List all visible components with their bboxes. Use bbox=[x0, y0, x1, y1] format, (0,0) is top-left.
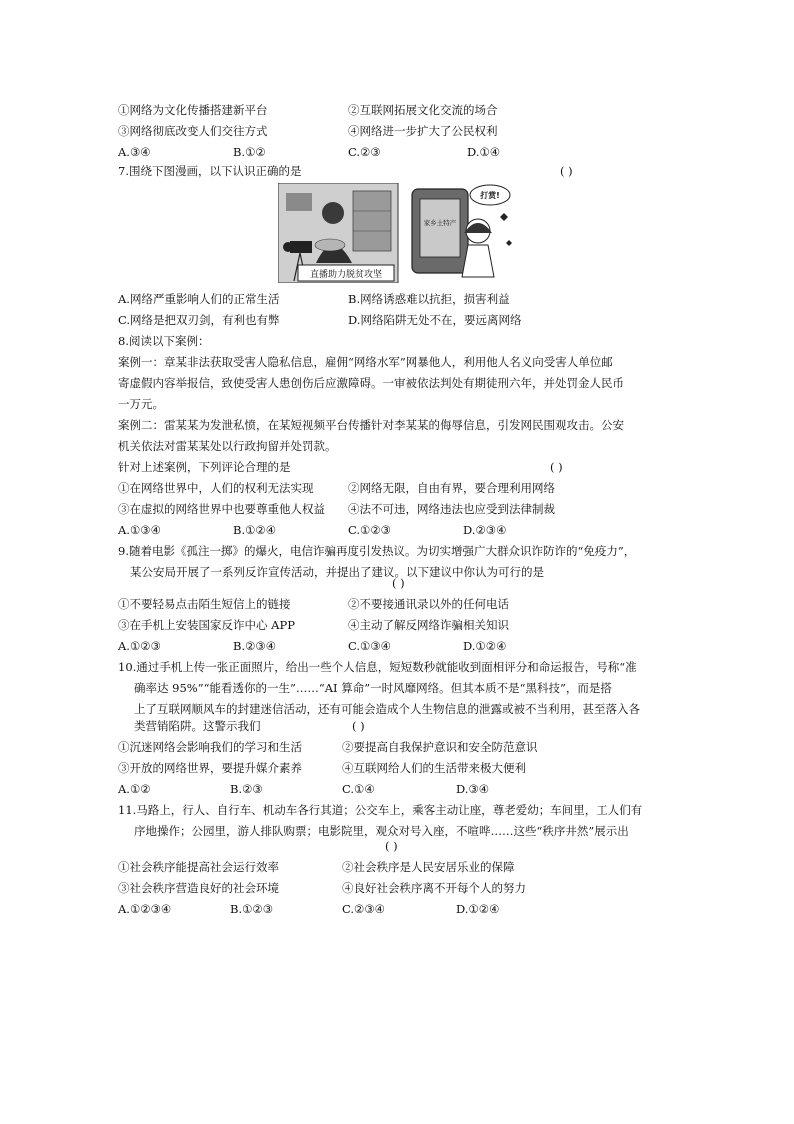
q6-option-3: ③网络彻底改变人们交往方式 bbox=[118, 124, 268, 138]
q8-choice-d: D.②③④ bbox=[463, 523, 507, 537]
q8-choice-a: A.①③④ bbox=[118, 523, 161, 537]
q9-choice-d: D.①②④ bbox=[463, 639, 507, 653]
q8-case2-line1: 案例二：雷某某为发泄私愤，在某短视频平台传播针对李某某的侮辱信息，引发网民围观攻击。公安 bbox=[118, 418, 624, 432]
q6-choice-c: C.②③ bbox=[348, 145, 381, 159]
q9-choice-b: B.②③④ bbox=[233, 639, 277, 653]
q10-stem-line3: 上了互联网顺风车的封建迷信活动，还有可能会造成个人生物信息的泄露或被不当利用，甚至落入各 bbox=[134, 702, 640, 716]
q9-option-4: ④主动了解反网络诈骗相关知识 bbox=[348, 618, 509, 632]
q6-choice-a: A.③④ bbox=[118, 145, 151, 159]
cartoon-box-label: 家乡土特产 bbox=[423, 219, 457, 227]
q10-choice-a: A.①② bbox=[118, 782, 151, 796]
q10-option-3: ③开放的网络世界，要提升媒介素养 bbox=[118, 761, 302, 775]
q6-choice-d: D.①④ bbox=[467, 145, 501, 159]
q8-option-2: ②网络无限，自由有界，要合理利用网络 bbox=[348, 481, 555, 495]
q9-stem-line2: 某公安局开展了一系列反诈宣传活动，并提出了建议。以下建议中你认为可行的是 bbox=[130, 565, 544, 579]
q8-answer-paren: ( ) bbox=[550, 460, 563, 474]
q10-option-4: ④互联网给人们的生活带来极大便利 bbox=[342, 761, 526, 775]
q9-choice-c: C.①③④ bbox=[348, 639, 391, 653]
q8-option-1: ①在网络世界中，人们的权利无法实现 bbox=[118, 481, 314, 495]
q9-stem-line1: 9.随着电影《孤注一掷》的爆火，电信诈骗再度引发热议。为切实增强广大群众识诈防诈的“免疫力”， bbox=[118, 544, 636, 558]
q11-option-3: ③社会秩序营造良好的社会环境 bbox=[118, 881, 279, 895]
q9-option-3: ③在手机上安装国家反诈中心 APP bbox=[118, 618, 295, 632]
q10-stem-line4: 类营销陷阱。这警示我们 bbox=[134, 719, 261, 733]
q11-option-2: ②社会秩序是人民安居乐业的保障 bbox=[342, 860, 515, 874]
q8-stem: 8.阅读以下案例： bbox=[118, 334, 210, 348]
q6-choice-b: B.①② bbox=[233, 145, 266, 159]
q8-choice-c: C.①②③ bbox=[348, 523, 391, 537]
q10-stem-line2: 确率达 95%”“能看透你的一生”……“AI 算命”一时风靡网络。但其本质不是“黑科技”，而是搭 bbox=[134, 681, 612, 695]
q11-option-1: ①社会秩序能提高社会运行效率 bbox=[118, 860, 279, 874]
q9-choice-a: A.①②③ bbox=[118, 639, 161, 653]
q8-choice-b: B.①②④ bbox=[233, 523, 277, 537]
cartoon-speech-bubble: 打赏! bbox=[480, 191, 500, 200]
q10-answer-paren: ( ) bbox=[352, 719, 365, 733]
q9-answer-paren: ( ) bbox=[392, 576, 405, 590]
q8-option-4: ④法不可违，网络违法也应受到法律制裁 bbox=[348, 502, 555, 516]
q11-option-4: ④良好社会秩序离不开每个人的努力 bbox=[342, 881, 526, 895]
q9-option-1: ①不要轻易点击陌生短信上的链接 bbox=[118, 597, 291, 611]
cartoon-caption: 直播助力脱贫攻坚 bbox=[309, 270, 383, 280]
q9-option-2: ②不要接通讯录以外的任何电话 bbox=[348, 597, 509, 611]
q8-case2-line2: 机关依法对雷某某处以行政拘留并处罚款。 bbox=[118, 439, 337, 453]
q11-choice-b: B.①②③ bbox=[230, 902, 274, 916]
q8-case1-line1: 案例一：章某非法获取受害人隐私信息，雇佣“网络水军”网暴他人，利用他人名义向受害人单位邮 bbox=[118, 355, 613, 369]
q11-stem-line1: 11.马路上，行人、自行车、机动车各行其道；公交车上，乘客主动让座，尊老爱幼；车间里，工人们有 bbox=[118, 803, 643, 817]
q11-stem-line2: 序地操作；公园里，游人排队购票；电影院里，观众对号入座，不喧哗……这些“秩序井然”展示出 bbox=[134, 824, 629, 838]
q7-option-d: D.网络陷阱无处不在，要远离网络 bbox=[348, 313, 522, 327]
q6-option-2: ②互联网拓展文化交流的场合 bbox=[348, 103, 498, 117]
q7-option-c: C.网络是把双刃剑，有利也有弊 bbox=[118, 313, 280, 327]
q10-option-2: ②要提高自我保护意识和安全防范意识 bbox=[342, 740, 538, 754]
q8-case1-line3: 一万元。 bbox=[118, 397, 164, 411]
q8-question: 针对上述案例，下列评论合理的是 bbox=[118, 460, 291, 474]
q11-choice-d: D.①②④ bbox=[456, 902, 500, 916]
q11-answer-paren: ( ) bbox=[385, 839, 398, 853]
q11-choice-c: C.②③④ bbox=[342, 902, 385, 916]
q6-option-1: ①网络为文化传播搭建新平台 bbox=[118, 103, 268, 117]
cartoon-illustration bbox=[278, 183, 518, 283]
q10-choice-b: B.②③ bbox=[230, 782, 263, 796]
q10-choice-d: D.③④ bbox=[456, 782, 490, 796]
q10-choice-c: C.①④ bbox=[342, 782, 375, 796]
q7-option-b: B.网络诱惑难以抗拒，损害利益 bbox=[348, 292, 510, 306]
q7-option-a: A.网络严重影响人们的正常生活 bbox=[118, 292, 280, 306]
q8-case1-line2: 寄虚假内容举报信，致使受害人患创伤后应激障碍。一审被依法判处有期徒刑六年，并处罚金人民币 bbox=[118, 376, 624, 390]
q10-stem-line1: 10.通过手机上传一张正面照片，给出一些个人信息，短短数秒就能收到面相评分和命运报告，号称“准 bbox=[118, 660, 637, 674]
q7-answer-paren: ( ) bbox=[560, 164, 573, 178]
q7-stem: 7.围绕下图漫画，以下认识正确的是 bbox=[118, 164, 302, 178]
q11-choice-a: A.①②③④ bbox=[118, 902, 172, 916]
q6-option-4: ④网络进一步扩大了公民权利 bbox=[348, 124, 498, 138]
q7-cartoon bbox=[278, 183, 518, 283]
q8-option-3: ③在虚拟的网络世界中也要尊重他人权益 bbox=[118, 502, 325, 516]
q10-option-1: ①沉迷网络会影响我们的学习和生活 bbox=[118, 740, 302, 754]
